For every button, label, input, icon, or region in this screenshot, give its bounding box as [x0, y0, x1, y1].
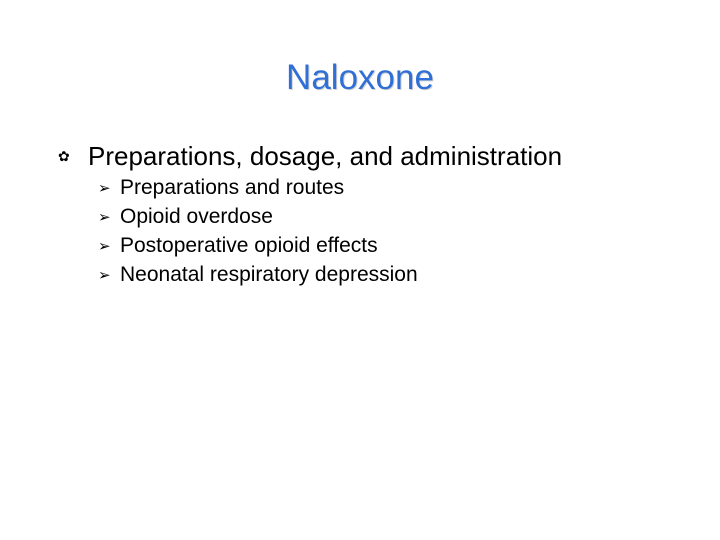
slide-title: Naloxone [286, 58, 434, 97]
arrow-bullet-icon: ➢ [98, 237, 111, 255]
tulip-bullet-icon: ✿ [58, 147, 70, 164]
arrow-bullet-icon: ➢ [98, 266, 111, 284]
arrow-bullet-icon: ➢ [98, 179, 111, 197]
arrow-bullet-icon: ➢ [98, 208, 111, 226]
main-bullet-text: Preparations, dosage, and administration [88, 141, 563, 171]
sub-bullet-text: Preparations and routes [120, 175, 345, 199]
sub-bullet-list [98, 173, 418, 289]
sub-bullet-text: Opioid overdose [120, 204, 273, 228]
list-item [98, 231, 418, 260]
list-item [98, 202, 418, 231]
sub-bullet-text: Neonatal respiratory depression [120, 262, 418, 286]
list-item [98, 260, 418, 289]
main-bullet [58, 136, 562, 176]
sub-bullet-text: Postoperative opioid effects [120, 233, 378, 257]
list-item [98, 173, 418, 202]
